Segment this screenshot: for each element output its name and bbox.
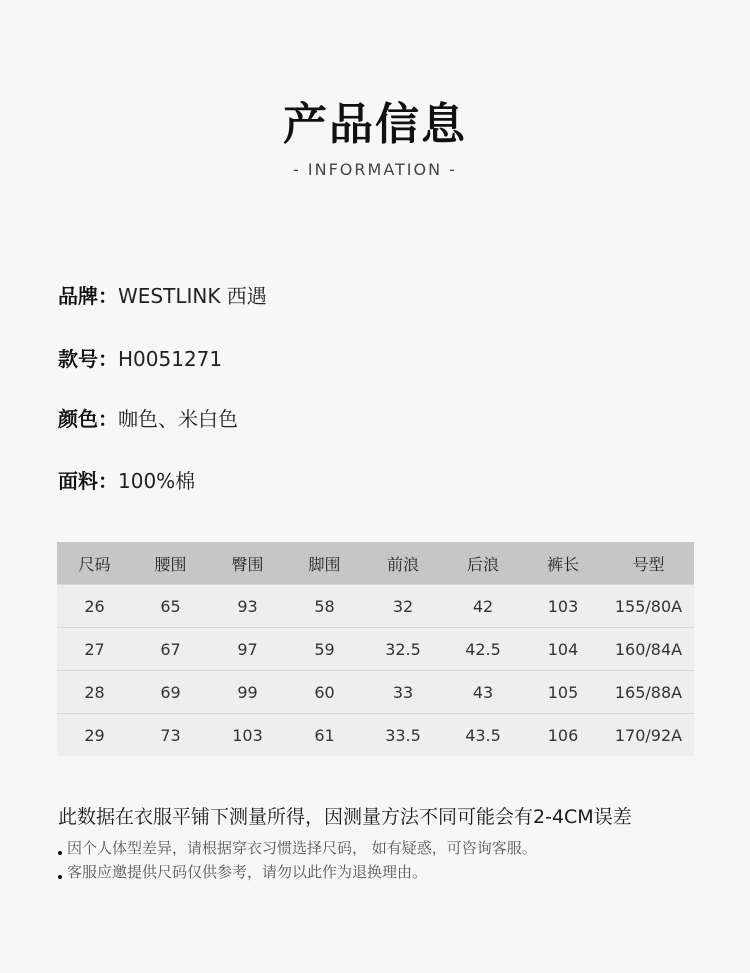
header-cell: 腰围: [132, 542, 209, 585]
bullet-text: 客服应邀提供尺码仅供参考，请勿以此作为退换理由。: [67, 863, 428, 881]
table-cell: 29: [57, 714, 132, 757]
header-cell: 后浪: [443, 542, 523, 585]
info-value: 100%棉: [118, 469, 196, 493]
bullet-dot-icon: [58, 875, 62, 879]
header-cell: 脚围: [286, 542, 363, 585]
header-cell: 号型: [603, 542, 694, 585]
table-cell: 103: [523, 585, 603, 628]
page-subtitle: - INFORMATION -: [293, 160, 457, 179]
info-label: 颜色：: [58, 407, 118, 431]
table-cell: 105: [523, 671, 603, 714]
header-cell: 臀围: [209, 542, 286, 585]
table-header-row: [57, 542, 694, 585]
table-cell: 170/92A: [603, 714, 694, 757]
table-cell: 58: [286, 585, 363, 628]
table-cell: 60: [286, 671, 363, 714]
info-label: 品牌：: [58, 284, 118, 308]
table-cell: 26: [57, 585, 132, 628]
size-table: [57, 542, 694, 756]
table-cell: 61: [286, 714, 363, 757]
measurement-note: 此数据在衣服平铺下测量所得，因测量方法不同可能会有2-4CM误差: [58, 806, 632, 828]
table-row: [57, 714, 694, 757]
table-cell: 106: [523, 714, 603, 757]
table-cell: 155/80A: [603, 585, 694, 628]
info-label: 面料：: [58, 469, 118, 493]
info-color: [58, 403, 238, 432]
table-row: [57, 628, 694, 671]
table-row: [57, 585, 694, 628]
info-value: 咖色、米白色: [118, 407, 238, 431]
table-cell: 99: [209, 671, 286, 714]
header-cell: 前浪: [363, 542, 443, 585]
table-cell: 33.5: [363, 714, 443, 757]
info-brand: [58, 280, 267, 309]
bullet-item: [58, 837, 537, 858]
table-cell: 104: [523, 628, 603, 671]
table-cell: 27: [57, 628, 132, 671]
header-cell: 裤长: [523, 542, 603, 585]
table-cell: 43.5: [443, 714, 523, 757]
info-fabric: [58, 465, 195, 494]
table-cell: 65: [132, 585, 209, 628]
table-cell: 67: [132, 628, 209, 671]
table-cell: 103: [209, 714, 286, 757]
table-cell: 32: [363, 585, 443, 628]
table-cell: 160/84A: [603, 628, 694, 671]
info-label: 款号：: [58, 347, 118, 371]
table-cell: 28: [57, 671, 132, 714]
info-value: WESTLINK 西遇: [118, 284, 267, 308]
table-cell: 69: [132, 671, 209, 714]
table-cell: 59: [286, 628, 363, 671]
table-cell: 93: [209, 585, 286, 628]
table-cell: 97: [209, 628, 286, 671]
table-row: [57, 671, 694, 714]
page-title: 产品信息: [283, 99, 467, 150]
table-cell: 42.5: [443, 628, 523, 671]
bullet-text: 因个人体型差异，请根据穿衣习惯选择尺码， 如有疑惑，可咨询客服。: [67, 839, 537, 857]
table-cell: 33: [363, 671, 443, 714]
table-cell: 73: [132, 714, 209, 757]
table-cell: 32.5: [363, 628, 443, 671]
header-cell: 尺码: [57, 542, 132, 585]
bullet-dot-icon: [58, 851, 62, 855]
table-cell: 43: [443, 671, 523, 714]
bullet-item: [58, 861, 427, 882]
table-cell: 165/88A: [603, 671, 694, 714]
info-style-number: [58, 343, 222, 372]
table-cell: 42: [443, 585, 523, 628]
info-value: H0051271: [118, 347, 223, 371]
